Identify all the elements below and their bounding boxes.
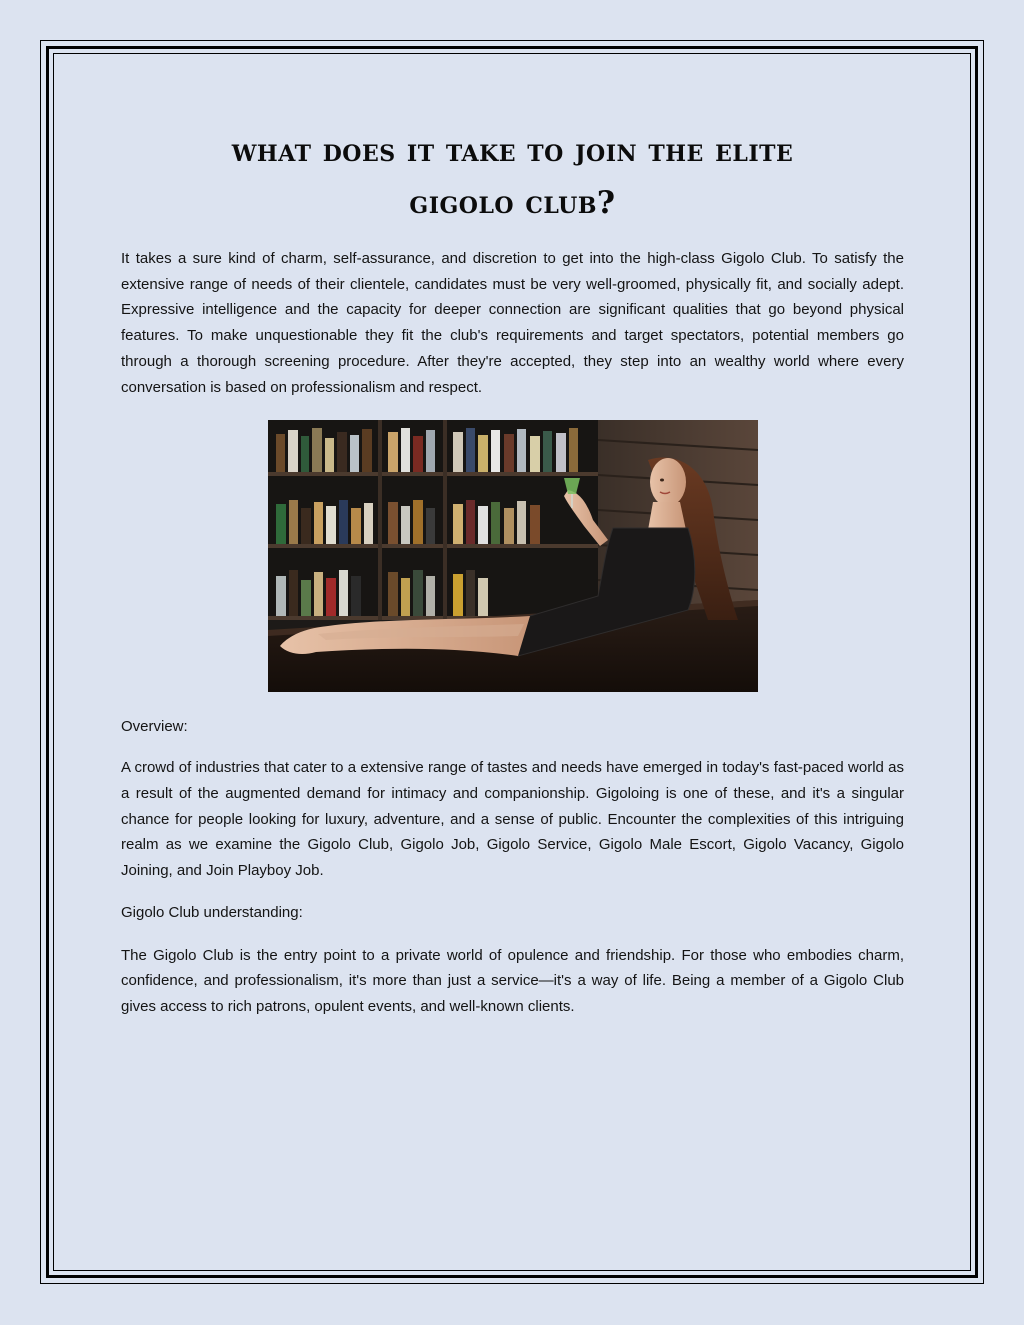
page-title-line-2: gigolo club? [409,185,616,221]
overview-paragraph: A crowd of industries that cater to a extensive range of tastes and needs have emerged in today's fast-paced world as a result of the augmented demand for intimacy and companionship. Gigoloing is one of these, and it's a singular chance for people looking for luxury, adventure, and a sense of public. Encounter the complexities of this intriguing realm as we examine the Gigolo Club, Gigolo Job, Gigolo Service, Gigolo Male Escort, Gigolo Vacancy, Gigolo Joining, and Join Playboy Job. [121,759,904,880]
document-body [121,125,904,1020]
page-title-line-1: what does it take to join the elite [231,133,794,169]
page-title [121,125,904,229]
overview-label: Overview: [121,718,188,736]
understanding-label: Gigolo Club understanding: [121,903,303,921]
bar-photo-illustration [268,420,758,692]
intro-paragraph: It takes a sure kind of charm, self-assurance, and discretion to get into the high-class Gigolo Club. To satisfy the extensive range of needs of their clientele, candidates must be very well-groomed, physically fit, and socially adept. Expressive intelligence and the capacity for deeper connection are significant qualities that go beyond physical features. To make unquestionable they fit the club's requirements and target spectators, potential members go through a thorough screening procedure. After they're accepted, they step into an wealthy world where every conversation is based on professionalism and respect. [121,250,904,396]
bar-photo [268,420,758,692]
understanding-paragraph: The Gigolo Club is the entry point to a private world of opulence and friendship. For those who embodies charm, confidence, and professionalism, it's more than just a service—it's a way of life. Being a member of a Gigolo Club gives access to rich patrons, opulent events, and well-known clients. [121,946,904,1016]
